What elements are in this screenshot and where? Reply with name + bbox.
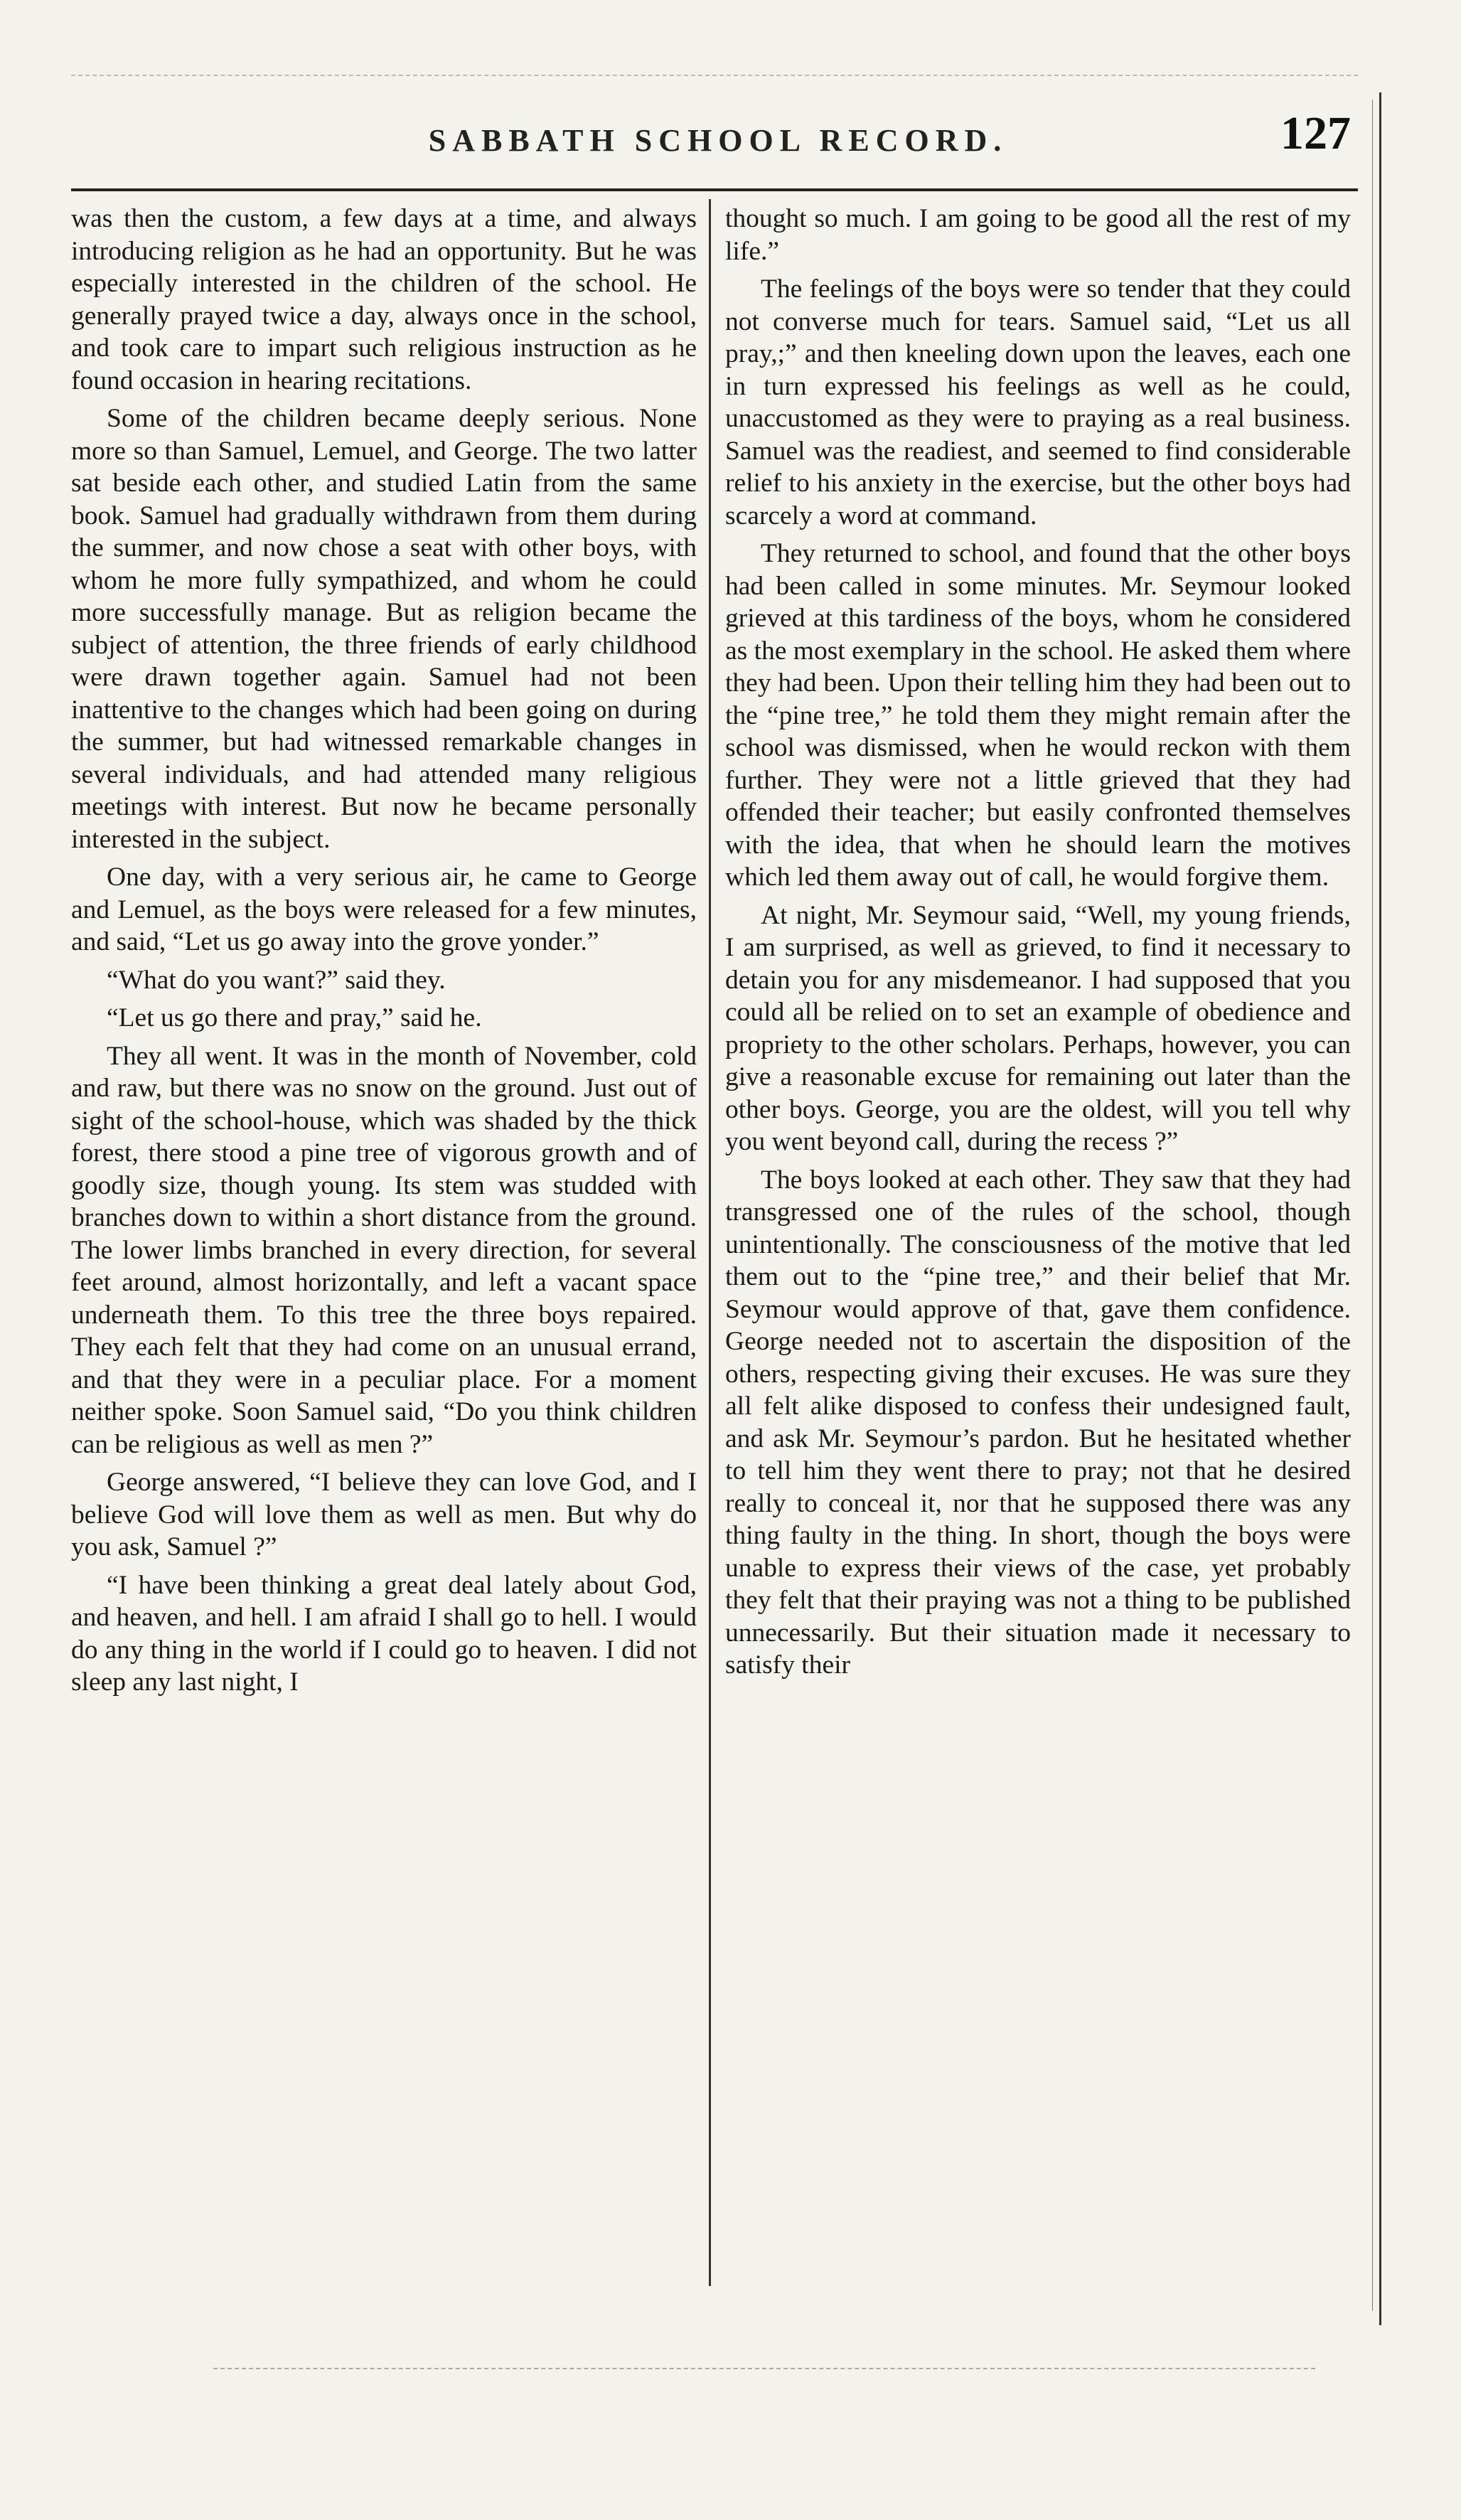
paragraph: was then the custom, a few days at a time, and always introducing religion as he had an opportunity. But he was especially interested in the children of the school. He generally prayed twice a day, always once in the school, and took care to impart such religious instruction as he found occasion in hearing recitations. bbox=[71, 204, 697, 395]
page-number: 127 bbox=[1280, 107, 1351, 159]
page-edge-rule-inner bbox=[1372, 100, 1373, 2311]
bottom-edge-marks bbox=[213, 2368, 1315, 2369]
paragraph: “What do you want?” said they. bbox=[107, 965, 446, 995]
top-edge-marks bbox=[71, 75, 1358, 76]
paragraph: One day, with a very serious air, he came to George and Lemuel, as the boys were released for a few minutes, and said, “Let us go away into the grove yonder.” bbox=[71, 863, 697, 956]
page-edge-rule bbox=[1379, 92, 1381, 2325]
paragraph: The feelings of the boys were so tender that they could not converse much for tears. Samuel said, “Let us all pray,;” and then kneeling down upon the leaves, each one in turn expressed his feelings as well as he could, unaccustomed as they were to praying as a real business. Samuel was the readiest, and seemed to find considerable relief to his anxiety in the exercise, but the other boys had scarcely a word at command. bbox=[725, 274, 1351, 530]
paragraph: George answered, “I believe they can love God, and I believe God will love them as well as men. But why do you ask, Samuel ?” bbox=[71, 1468, 697, 1561]
column-divider bbox=[709, 199, 711, 2286]
paragraph: Some of the children became deeply serious. None more so than Samuel, Lemuel, and George. The two latter sat beside each other, and studied Latin from the same book. Samuel had gradually withdrawn from them during the summer, and now chose a seat with other boys, with whom he more fully sympathized, and whom he could more successfully manage. But as religion became the subject of attention, the three friends of early childhood were drawn together again. Samuel had not been inattentive to the changes which had been going on during the summer, but had witnessed remarkable changes in several individuals, and had attended many religious meetings with interest. But now he became personally interested in the subject. bbox=[71, 404, 697, 854]
right-column bbox=[725, 203, 1351, 1687]
paragraph: “Let us go there and pray,” said he. bbox=[107, 1003, 482, 1032]
running-title: SABBATH SCHOOL RECORD. bbox=[428, 123, 1008, 158]
paragraph: thought so much. I am going to be good all the rest of my life.” bbox=[725, 204, 1351, 266]
paragraph: At night, Mr. Seymour said, “Well, my young friends, I am surprised, as well as grieved, to find it necessary to detain you for any misdemeanor. I had supposed that you could all be relied on to set an example of obedience and propriety to the other scholars. Perhaps, however, you can give a reasonable excuse for remaining out later than the other boys. George, you are the oldest, will you tell why you went beyond call, during the recess ?” bbox=[725, 900, 1351, 1156]
page-header bbox=[71, 107, 1365, 171]
paragraph: “I have been thinking a great deal lately about God, and heaven, and hell. I am afraid I shall go to hell. I would do any thing in the world if I could go to heaven. I did not sleep any last night, I bbox=[71, 1570, 697, 1697]
paragraph: They all went. It was in the month of November, cold and raw, but there was no snow on the ground. Just out of sight of the school-house, which was shaded by the thick forest, there stood a pine tree of vigorous growth and of goodly size, though young. Its stem was studded with branches down to within a short distance from the ground. The lower limbs branched in every direction, for several feet around, almost horizontally, and left a vacant space underneath them. To this tree the three boys repaired. They each felt that they had come on an unusual errand, and that they were in a peculiar place. For a moment neither spoke. Soon Samuel said, “Do you think children can be religious as well as men ?” bbox=[71, 1041, 697, 1459]
left-column bbox=[71, 203, 697, 1704]
header-rule bbox=[71, 188, 1358, 191]
paragraph: They returned to school, and found that the other boys had been called in some minutes. Mr. Seymour looked grieved at this tardiness of the boys, whom he considered as the most exemplary in the school. He asked them where they had been. Upon their telling him they had been out to the “pine tree,” he told them they might remain after the school was dismissed, when he would reckon with them further. They were not a little grieved that they had offended their teacher; but easily confronted themselves with the idea, that when he should learn the motives which led them away out of call, he would forgive them. bbox=[725, 539, 1351, 892]
paragraph: The boys looked at each other. They saw that they had transgressed one of the rules of the school, though unintentionally. The consciousness of the motive that led them out to the “pine tree,” and their belief that Mr. Seymour would approve of that, gave them confidence. George needed not to ascertain the disposition of the others, respecting giving their excuses. He was sure they all felt alike disposed to confess their undesigned fault, and ask Mr. Seymour’s pardon. But he hesitated whether to tell him they went there to pray; not that he desired really to conceal it, nor that he supposed there was any thing faulty in the thing. In short, though the boys were unable to express their views of the case, yet probably they felt that their praying was not a thing to be published unnecessarily. But their situation made it necessary to satisfy their bbox=[725, 1165, 1351, 1680]
